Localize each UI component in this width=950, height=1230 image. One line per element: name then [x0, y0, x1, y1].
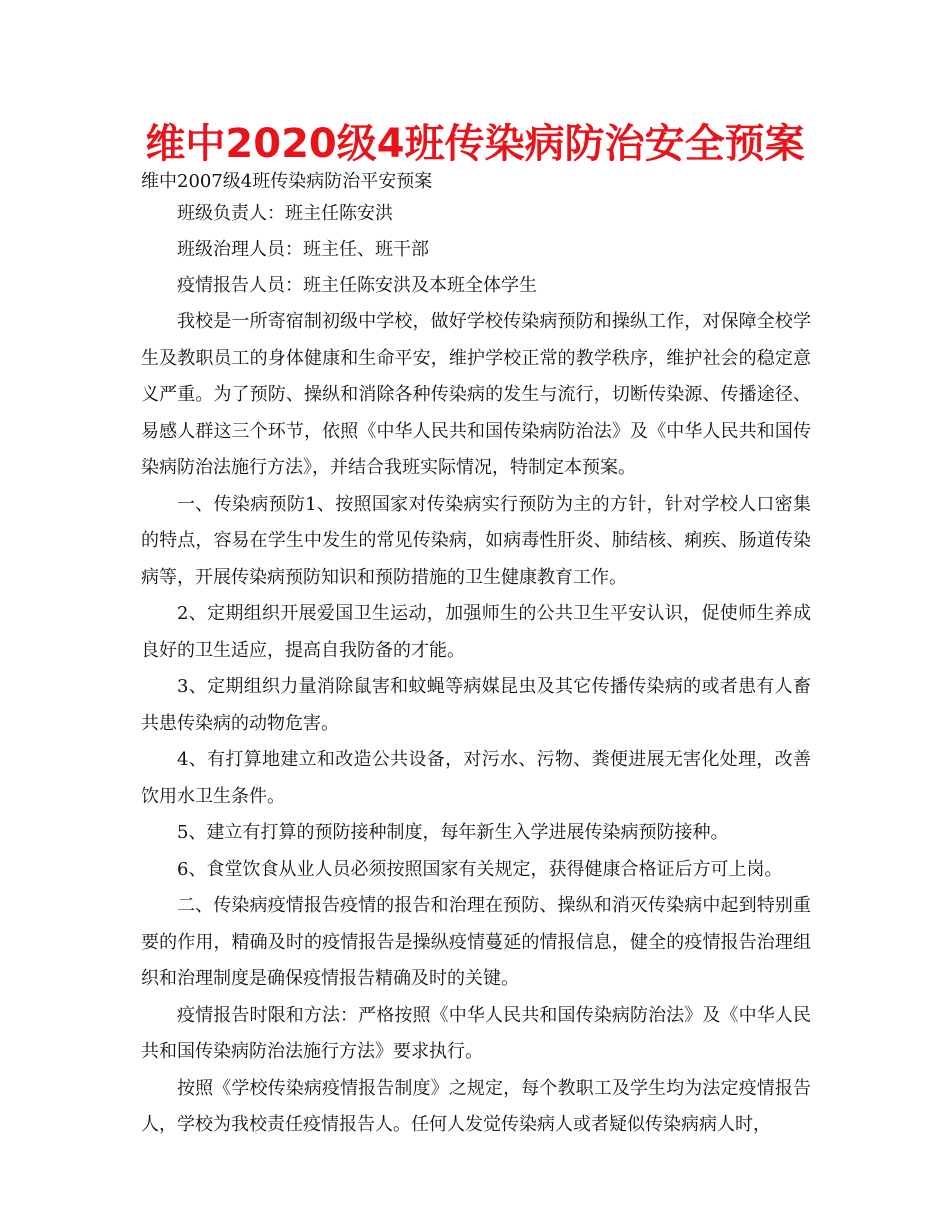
- paragraph: 我校是一所寄宿制初级中学校，做好学校传染病预防和操纵工作，对保障全校学生及教职员工的身体健康和生命平安，维护学校正常的教学秩序，维护社会的稳定意义严重。为了预防、操纵和消除各种传染病的发生与流行，切断传染源、传播途径、易感人群这三个环节，依照《中华人民共和国传染病防治法》及《中华人民共和国传染病防治法施行方法》，并结合我班实际情况，特制定本预案。: [141, 311, 811, 478]
- info-line-class-management: 班级治理人员：班主任、班干部: [177, 239, 429, 260]
- paragraph: 按照《学校传染病疫情报告制度》之规定，每个教职工及学生均为法定疫情报告人，学校为我校责任疫情报告人。任何人发觉传染病人或者疑似传染病病人时，: [141, 1077, 811, 1135]
- paragraph: 2、定期组织开展爱国卫生运动，加强师生的公共卫生平安认识，促使师生养成良好的卫生适应，提高自我防备的才能。: [141, 603, 811, 661]
- document-body: [141, 168, 811, 1144]
- document-title: 维中2020级4班传染病防治安全预案: [145, 121, 805, 167]
- document-subtitle: 维中2007级4班传染病防治平安预案: [141, 171, 433, 192]
- paragraph: 3、定期组织力量消除鼠害和蚊蝇等病媒昆虫及其它传播传染病的或者患有人畜共患传染病的动物危害。: [141, 676, 811, 734]
- paragraph: 4、有打算地建立和改造公共设备，对污水、污物、粪便进展无害化处理，改善饮用水卫生条件。: [141, 749, 811, 807]
- paragraph: 6、食堂饮食从业人员必须按照国家有关规定，获得健康合格证后方可上岗。: [177, 858, 783, 880]
- paragraph: 二、传染病疫情报告疫情的报告和治理在预防、操纵和消灭传染病中起到特别重要的作用，精确及时的疫情报告是操纵疫情蔓延的情报信息，健全的疫情报告治理组织和治理制度是确保疫情报告精确及时的关键。: [141, 895, 811, 989]
- paragraph: 一、传染病预防1、按照国家对传染病实行预防为主的方针，针对学校人口密集的特点，容易在学生中发生的常见传染病，如病毒性肝炎、肺结核、痢疾、肠道传染病等，开展传染病预防知识和预防措施的卫生健康教育工作。: [141, 493, 811, 588]
- paragraph: 疫情报告时限和方法：严格按照《中华人民共和国传染病防治法》及《中华人民共和国传染病防治法施行方法》要求执行。: [141, 1004, 811, 1062]
- paragraph: 5、建立有打算的预防接种制度，每年新生入学进展传染病预防接种。: [177, 822, 729, 843]
- info-line-class-leader: 班级负责人：班主任陈安洪: [177, 203, 393, 224]
- info-line-epidemic-reporters: 疫情报告人员：班主任陈安洪及本班全体学生: [177, 275, 537, 296]
